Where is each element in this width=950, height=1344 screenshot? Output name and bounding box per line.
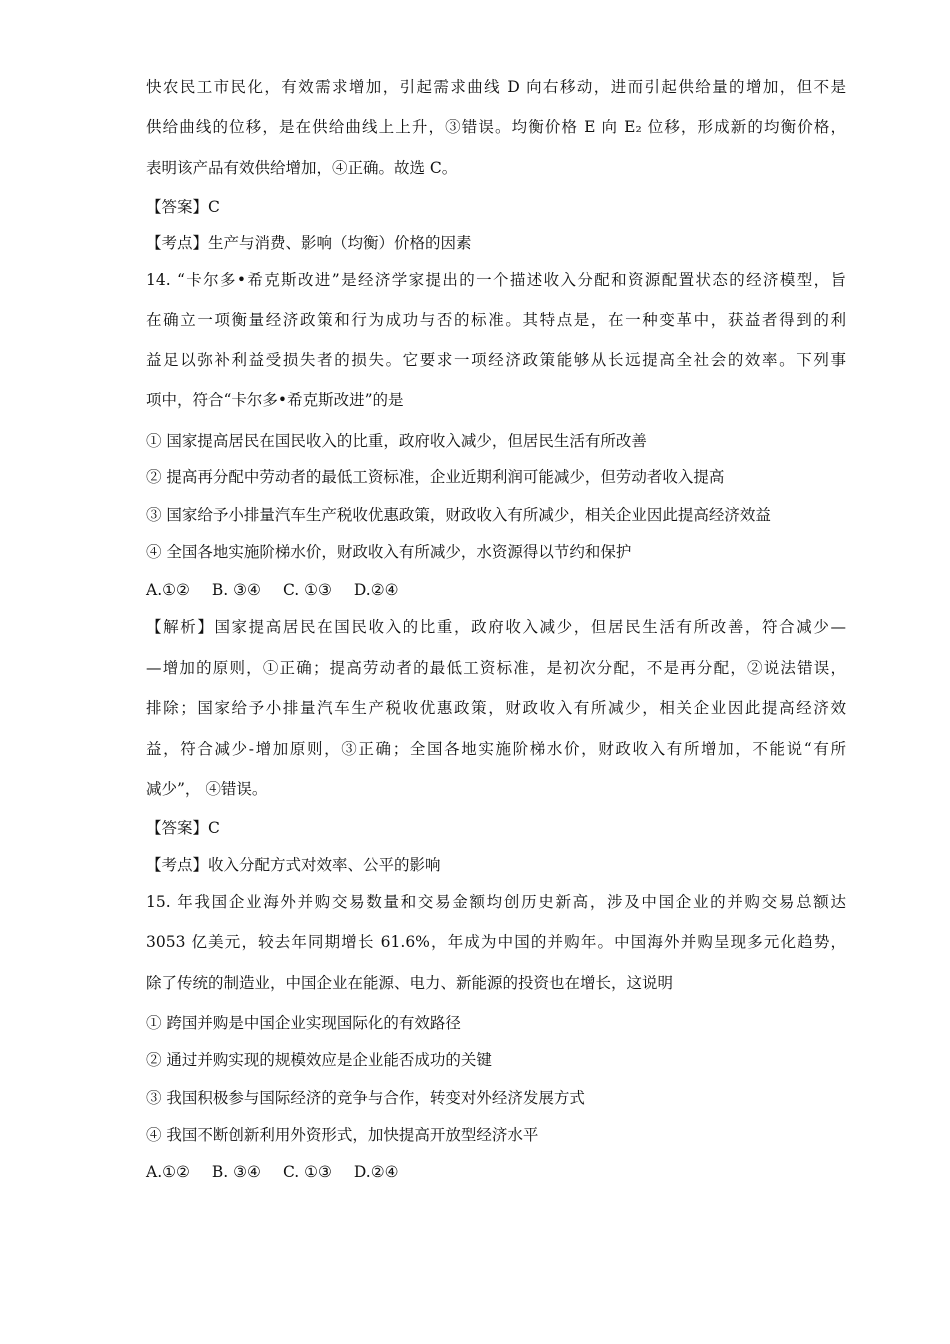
option-d[interactable]: D.②④ bbox=[353, 1163, 399, 1181]
point-line: 【考点】收入分配方式对效率、公平的影响 bbox=[146, 856, 441, 874]
option-a[interactable]: A.①② bbox=[146, 1163, 190, 1181]
q14-analysis-line: 减少”， ④错误。 bbox=[146, 780, 268, 798]
q15-stem-line: 3053 亿美元，较去年同期增长 61.6%，年成为中国的并购年。中国海外并购呈现多元化趋势， bbox=[146, 933, 846, 951]
q14-analysis-line: —增加的原则，①正确；提高劳动者的最低工资标准，是初次分配，不是再分配，②说法错误， bbox=[146, 659, 846, 677]
q14-stem-line: 在确立一项衡量经济政策和行为成功与否的标准。其特点是，在一种变革中，获益者得到的利 bbox=[146, 311, 846, 329]
q15-item: ② 通过并购实现的规模效应是企业能否成功的关键 bbox=[146, 1051, 492, 1069]
q15-options bbox=[146, 1161, 846, 1183]
option-c[interactable]: C. ①③ bbox=[282, 581, 332, 599]
answer-line: 【答案】C bbox=[146, 819, 220, 837]
option-b[interactable]: B. ③④ bbox=[211, 1163, 261, 1181]
option-c[interactable]: C. ①③ bbox=[282, 1163, 332, 1181]
text-line: 快农民工市民化，有效需求增加，引起需求曲线 D 向右移动，进而引起供给量的增加，但不是 bbox=[146, 78, 846, 96]
q14-stem-line: 14. “卡尔多•希克斯改进”是经济学家提出的一个描述收入分配和资源配置状态的经济模型，旨 bbox=[146, 271, 846, 289]
answer-line: 【答案】C bbox=[146, 198, 220, 216]
option-d[interactable]: D.②④ bbox=[353, 581, 399, 599]
q14-analysis-line: 【解析】国家提高居民在国民收入的比重，政府收入减少，但居民生活有所改善，符合减少— bbox=[146, 618, 846, 636]
text-line: 表明该产品有效供给增加，④正确。故选 C。 bbox=[146, 159, 458, 177]
q15-item: ① 跨国并购是中国企业实现国际化的有效路径 bbox=[146, 1014, 461, 1032]
q15-item: ④ 我国不断创新利用外资形式，加快提高开放型经济水平 bbox=[146, 1126, 539, 1144]
q14-item: ④ 全国各地实施阶梯水价，财政收入有所减少，水资源得以节约和保护 bbox=[146, 543, 632, 561]
q14-analysis-line: 排除；国家给予小排量汽车生产税收优惠政策，财政收入有所减少，相关企业因此提高经济效 bbox=[146, 699, 846, 717]
q15-stem-line: 除了传统的制造业，中国企业在能源、电力、新能源的投资也在增长，这说明 bbox=[146, 974, 674, 992]
q14-item: ① 国家提高居民在国民收入的比重，政府收入减少，但居民生活有所改善 bbox=[146, 432, 647, 450]
q14-options bbox=[146, 579, 846, 601]
option-a[interactable]: A.①② bbox=[146, 581, 190, 599]
text-line: 供给曲线的位移，是在供给曲线上上升，③错误。均衡价格 E 向 E₂ 位移，形成新的均衡价格， bbox=[146, 118, 846, 136]
q14-stem-line: 益足以弥补利益受损失者的损失。它要求一项经济政策能够从长远提高全社会的效率。下列事 bbox=[146, 351, 846, 369]
q14-stem-line: 项中，符合“卡尔多•希克斯改进”的是 bbox=[146, 391, 404, 409]
q15-stem-line: 15. 年我国企业海外并购交易数量和交易金额均创历史新高，涉及中国企业的并购交易总额达 bbox=[146, 893, 846, 911]
q14-analysis-line: 益，符合减少-增加原则，③正确；全国各地实施阶梯水价，财政收入有所增加，不能说“有所 bbox=[146, 740, 846, 758]
q14-item: ③ 国家给予小排量汽车生产税收优惠政策，财政收入有所减少，相关企业因此提高经济效益 bbox=[146, 506, 771, 524]
point-line: 【考点】生产与消费、影响（均衡）价格的因素 bbox=[146, 234, 472, 252]
option-b[interactable]: B. ③④ bbox=[211, 581, 261, 599]
q14-item: ② 提高再分配中劳动者的最低工资标准，企业近期利润可能减少，但劳动者收入提高 bbox=[146, 468, 725, 486]
q15-item: ③ 我国积极参与国际经济的竞争与合作，转变对外经济发展方式 bbox=[146, 1089, 585, 1107]
